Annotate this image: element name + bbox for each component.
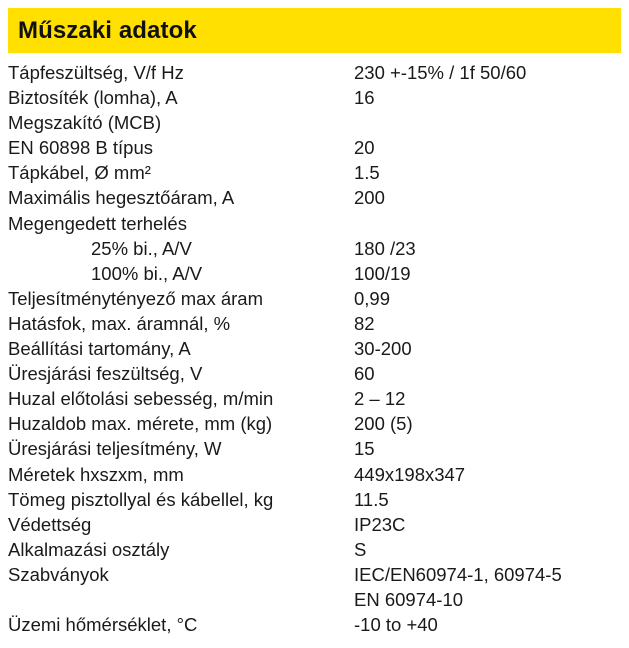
spec-row-dimensions xyxy=(8,462,621,487)
spec-value: 20 xyxy=(354,137,375,159)
spec-value: 82 xyxy=(354,312,375,334)
spec-row-max-current xyxy=(8,185,621,210)
spec-label: Üresjárási teljesítmény, W xyxy=(8,438,222,460)
spec-value: 1.5 xyxy=(354,162,380,184)
spec-label: Teljesítménytényező max áram xyxy=(8,287,263,309)
spec-label: Maximális hegesztőáram, A xyxy=(8,187,235,209)
spec-label: Méretek hxszxm, mm xyxy=(8,463,184,485)
spec-value: 230 +-15% / 1f 50/60 xyxy=(354,62,527,83)
spec-row-duty-heading xyxy=(8,211,621,236)
spec-label: Huzal előtolási sebesség, m/min xyxy=(8,388,274,410)
spec-label: Szabványok xyxy=(8,563,109,585)
page-title: Műszaki adatok xyxy=(18,17,197,44)
spec-row-supply-voltage xyxy=(8,60,621,85)
spec-label: Védettség xyxy=(8,513,92,535)
spec-value: -10 to +40 xyxy=(354,614,438,636)
spec-row-setting-range xyxy=(8,336,621,361)
spec-label: Huzaldob max. mérete, mm (kg) xyxy=(8,413,273,435)
spec-row-open-circuit-voltage xyxy=(8,361,621,386)
spec-row-supply-cable xyxy=(8,160,621,185)
spec-value: 30-200 xyxy=(354,338,412,360)
spec-row-en60898 xyxy=(8,135,621,160)
spec-value: S xyxy=(354,538,367,560)
spec-row-operating-temp xyxy=(8,612,621,638)
spec-label: Üzemi hőmérséklet, °C xyxy=(8,614,198,636)
spec-row-standards-cont xyxy=(8,587,621,612)
spec-label: Megszakító (MCB) xyxy=(8,112,162,134)
spec-value: 100/19 xyxy=(354,262,411,284)
spec-label: Hatásfok, max. áramnál, % xyxy=(8,312,231,334)
spec-value: 11.5 xyxy=(354,488,389,510)
spec-table xyxy=(8,60,621,638)
spec-label: 100% bi., A/V xyxy=(91,262,203,284)
spec-value: IEC/EN60974-1, 60974-5 xyxy=(354,563,562,585)
spec-row-power-factor xyxy=(8,286,621,311)
spec-label: Tömeg pisztollyal és kábellel, kg xyxy=(8,488,274,510)
spec-row-efficiency xyxy=(8,311,621,336)
spec-value: 0,99 xyxy=(354,287,391,309)
spec-label: 25% bi., A/V xyxy=(91,237,192,259)
spec-label: Alkalmazási osztály xyxy=(8,538,170,560)
spec-row-protection xyxy=(8,512,621,537)
spec-value: 15 xyxy=(354,438,375,460)
spec-value: 200 xyxy=(354,187,385,209)
spec-value: 16 xyxy=(354,87,375,109)
spec-row-mcb xyxy=(8,110,621,135)
spec-label: EN 60898 B típus xyxy=(8,137,154,159)
spec-value: 180 /23 xyxy=(354,237,416,259)
spec-value: 200 (5) xyxy=(354,413,413,435)
spec-label: Üresjárási feszültség, V xyxy=(8,363,203,385)
spec-row-duty-100 xyxy=(8,261,621,286)
spec-value: EN 60974-10 xyxy=(354,588,464,610)
spec-row-wire-spool xyxy=(8,411,621,436)
spec-label: Tápfeszültség, V/f Hz xyxy=(8,62,184,83)
spec-row-fuse xyxy=(8,85,621,110)
spec-value: 2 – 12 xyxy=(354,388,406,410)
spec-label: Tápkábel, Ø mm² xyxy=(8,162,151,184)
spec-row-duty-25 xyxy=(8,236,621,261)
spec-row-idle-power xyxy=(8,436,621,461)
header-bar xyxy=(8,8,621,53)
spec-label: Biztosíték (lomha), A xyxy=(8,87,178,109)
spec-value: IP23C xyxy=(354,513,406,535)
spec-value: 449x198x347 xyxy=(354,463,466,485)
spec-value: 60 xyxy=(354,363,375,385)
spec-row-wire-feed-speed xyxy=(8,386,621,411)
spec-row-weight xyxy=(8,487,621,512)
spec-label: Beállítási tartomány, A xyxy=(8,338,191,360)
spec-row-application-class xyxy=(8,537,621,562)
spec-label: Megengedett terhelés xyxy=(8,212,187,234)
spec-row-standards xyxy=(8,562,621,587)
